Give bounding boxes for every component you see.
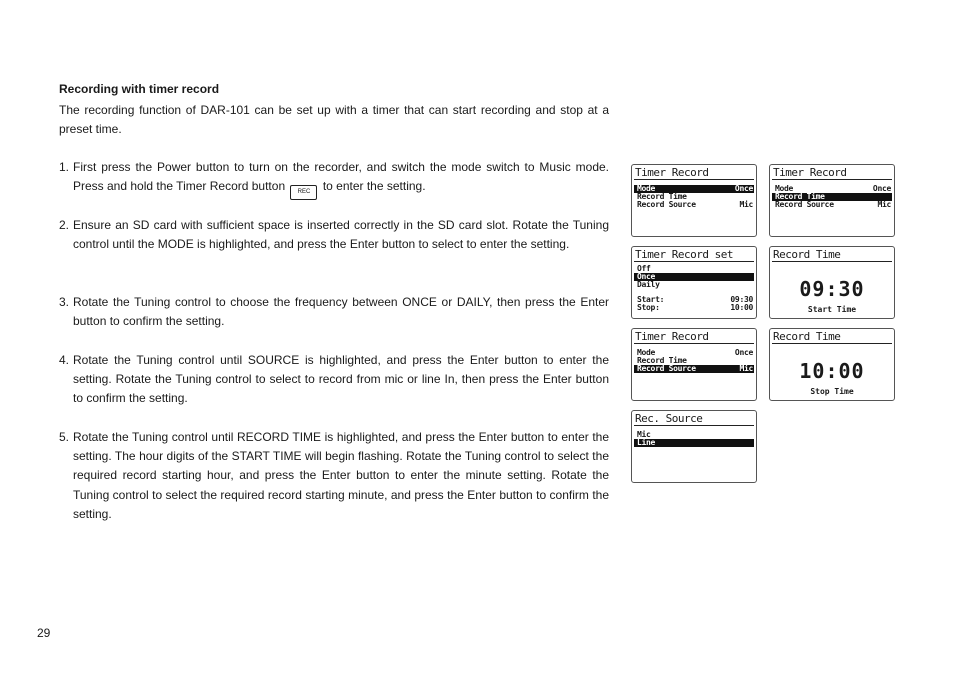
step-2 — [59, 216, 609, 254]
lcd-row-value: Mic — [877, 200, 891, 209]
lcd-menu-row — [634, 201, 754, 209]
lcd-divider — [772, 343, 892, 344]
lcd-row-label: Once — [637, 272, 656, 281]
lcd-row-label: Start: — [637, 295, 665, 304]
step-number: 1. — [59, 160, 70, 174]
section-heading: Recording with timer record — [59, 82, 220, 96]
lcd-menu-row — [634, 365, 754, 373]
lcd-row-label: Mode — [637, 348, 656, 357]
lcd-row-label: Off — [637, 264, 651, 273]
lcd-caption: Stop Time — [810, 387, 854, 396]
lcd-time-display: 10:00 — [799, 359, 865, 383]
lcd-row-label: Record Source — [637, 364, 696, 373]
lcd-row-label: Record Time — [637, 192, 687, 201]
step-4 — [59, 351, 609, 409]
lcd-row-label: Mic — [637, 430, 651, 439]
lcd-divider — [634, 261, 754, 262]
lcd-row-value: Once — [872, 184, 891, 193]
step-text: Rotate the Tuning control until SOURCE is highlighted, and press the Enter button to enter the setting. Rotate the Tuning control to select to record from mic or line In, then press the Enter button to confirm the setting. — [73, 353, 609, 406]
lcd-caption: Start Time — [807, 305, 857, 314]
lcd-row-label: Daily — [637, 280, 660, 289]
lcd-row-label: Mode — [637, 184, 656, 193]
step-3 — [59, 293, 609, 331]
lcd-row-value: Mic — [739, 364, 753, 373]
lcd-divider — [634, 179, 754, 180]
lcd-row-label: Mode — [775, 184, 794, 193]
timer-record-button-icon: REC — [290, 185, 317, 200]
lcd-screen-start-time — [769, 246, 895, 319]
lcd-title: Record Time — [773, 248, 841, 261]
step-number: 3. — [59, 295, 70, 309]
step-1 — [59, 158, 609, 200]
lcd-screen-timer-record-source — [631, 328, 757, 401]
lcd-row-value: Mic — [739, 200, 753, 209]
step-number: 4. — [59, 353, 70, 367]
lcd-row-value: 10:00 — [730, 303, 753, 312]
step-text: First press the Power button to turn on the recorder, and switch the mode switch to Music mode. Press and hold the Timer Record button — [73, 160, 609, 194]
lcd-title: Timer Record — [773, 166, 847, 179]
lcd-menu-row — [634, 439, 754, 447]
lcd-title: Timer Record set — [635, 248, 733, 261]
lcd-row-value: Once — [734, 348, 753, 357]
lcd-row-value: 09:30 — [730, 295, 753, 304]
page-number: 29 — [37, 626, 51, 640]
lcd-menu-row — [772, 201, 892, 209]
step-5 — [59, 428, 609, 524]
lcd-time-display: 09:30 — [799, 277, 865, 301]
lcd-row-value: Once — [734, 184, 753, 193]
lcd-menu-row — [634, 281, 754, 289]
lcd-menu-row — [634, 304, 754, 312]
lcd-row-label: Stop: — [637, 303, 660, 312]
lcd-row-label: Record Time — [637, 356, 687, 365]
lcd-screen-timer-record-time — [769, 164, 895, 237]
lcd-screen-stop-time — [769, 328, 895, 401]
step-text: to enter the setting. — [322, 179, 426, 194]
lcd-title: Timer Record — [635, 330, 709, 343]
lcd-screen-timer-record-set — [631, 246, 757, 319]
intro-paragraph: The recording function of DAR-101 can be set up with a timer that can start recording and stop at a preset time. — [59, 103, 609, 136]
lcd-screen-timer-record-mode — [631, 164, 757, 237]
lcd-row-label: Record Time — [775, 192, 825, 201]
step-text: Rotate the Tuning control to choose the frequency between ONCE or DAILY, then press the Enter button to confirm the setting. — [73, 295, 609, 329]
step-text: Rotate the Tuning control until RECORD TIME is highlighted, and press the Enter button to enter the setting. The hour digits of the START TIME will begin flashing. Rotate the Tuning control to select the required record starting hour, and press the Enter button to enter the minute setting. Rotate the Tuning control to select the required record starting minute, and press the Enter button to confirm the setting. — [73, 430, 609, 521]
lcd-title: Rec. Source — [635, 412, 703, 425]
lcd-row-label: Line — [637, 438, 656, 447]
lcd-divider — [772, 179, 892, 180]
step-number: 5. — [59, 430, 70, 444]
lcd-divider — [634, 425, 754, 426]
lcd-divider — [634, 343, 754, 344]
step-text: Ensure an SD card with sufficient space is inserted correctly in the SD card slot. Rotate the Tuning control until the MODE is highlighted, and press the Enter button to select to enter the setting. — [73, 218, 609, 252]
lcd-divider — [772, 261, 892, 262]
step-number: 2. — [59, 218, 70, 232]
lcd-row-label: Record Source — [775, 200, 834, 209]
lcd-title: Timer Record — [635, 166, 709, 179]
lcd-screen-rec-source — [631, 410, 757, 483]
lcd-title: Record Time — [773, 330, 841, 343]
lcd-row-label: Record Source — [637, 200, 696, 209]
